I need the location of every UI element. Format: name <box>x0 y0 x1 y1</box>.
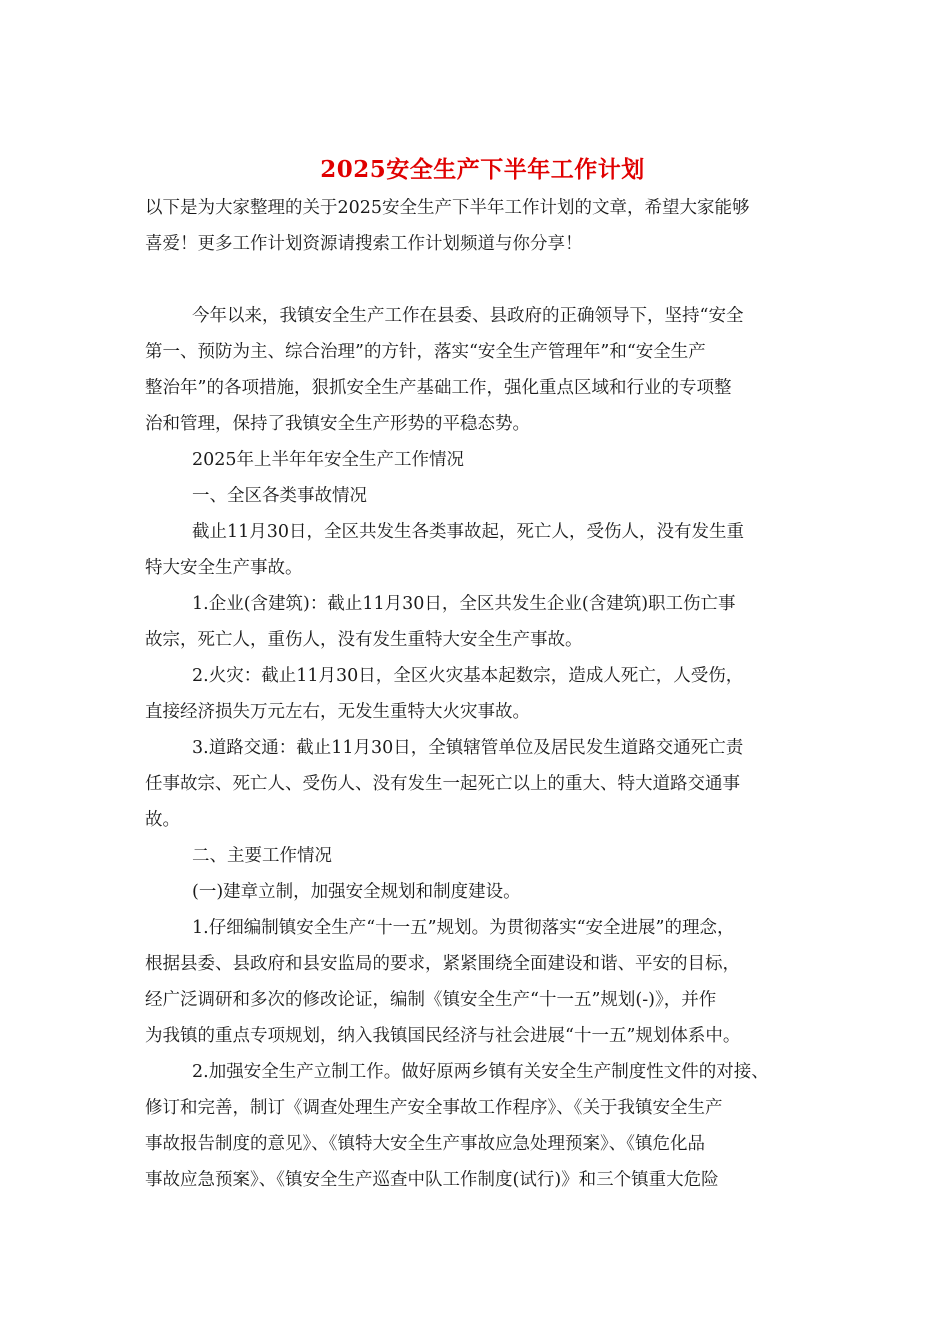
body-text-line: 事故报告制度的意见》、《镇特大安全生产事故应急处理预案》、《镇危化品 <box>145 1134 705 1154</box>
body-text-line: 喜爱！更多工作计划资源请搜索工作计划频道与你分享！ <box>145 234 583 254</box>
body-text-line: 经广泛调研和多次的修改论证，编制《镇安全生产“十一五”规划(-)》，并作 <box>145 990 717 1010</box>
body-text-line: 为我镇的重点专项规划，纳入我镇国民经济与社会进展“十一五”规划体系中。 <box>145 1026 741 1046</box>
body-text-line: 1.仔细编制镇安全生产“十一五”规划。为贯彻落实“安全进展”的理念， <box>192 918 735 938</box>
body-text-line: 根据县委、县政府和县安监局的要求，紧紧围绕全面建设和谐、平安的目标， <box>145 954 740 974</box>
body-text-line: 修订和完善，制订《调查处理生产安全事故工作程序》、《关于我镇安全生产 <box>145 1098 723 1118</box>
body-text-line: 今年以来，我镇安全生产工作在县委、县政府的正确领导下，坚持“安全 <box>192 306 744 326</box>
body-text-line: 截止11月30日，全区共发生各类事故起，死亡人，受伤人，没有发生重 <box>192 522 745 542</box>
body-text-line: 故。 <box>145 810 180 830</box>
document-title: 2025安全生产下半年工作计划 <box>320 156 645 183</box>
body-text-line: 1.企业(含建筑)：截止11月30日，全区共发生企业(含建筑)职工伤亡事 <box>192 594 736 614</box>
body-text-line: 事故应急预案》、《镇安全生产巡查中队工作制度(试行)》和三个镇重大危险 <box>145 1170 719 1190</box>
body-text-line: 特大安全生产事故。 <box>145 558 303 578</box>
body-text-line: 以下是为大家整理的关于2025安全生产下半年工作计划的文章，希望大家能够 <box>145 198 750 218</box>
body-text-line: 2.火灾：截止11月30日，全区火灾基本起数宗，造成人死亡，人受伤， <box>192 666 744 686</box>
body-text-line: 3.道路交通：截止11月30日，全镇辖管单位及居民发生道路交通死亡责 <box>192 738 744 758</box>
body-text-line: 第一、预防为主、综合治理”的方针，落实“安全生产管理年”和“安全生产 <box>145 342 706 362</box>
body-text-line: 治和管理，保持了我镇安全生产形势的平稳态势。 <box>145 414 530 434</box>
document-body <box>145 190 820 1198</box>
body-text-line: 直接经济损失万元左右，无发生重特大火灾事故。 <box>145 702 530 722</box>
body-text-line: 故宗，死亡人，重伤人，没有发生重特大安全生产事故。 <box>145 630 583 650</box>
body-text-line: (一)建章立制，加强安全规划和制度建设。 <box>192 882 521 902</box>
body-text-line: 任事故宗、死亡人、受伤人、没有发生一起死亡以上的重大、特大道路交通事 <box>145 774 740 794</box>
body-text-line: 二、主要工作情况 <box>192 846 332 866</box>
blank-line <box>145 262 820 298</box>
body-text-line: 2.加强安全生产立制工作。做好原两乡镇有关安全生产制度性文件的对接、 <box>192 1062 769 1082</box>
body-text-line: 一、全区各类事故情况 <box>192 486 367 506</box>
document-page <box>145 150 820 1198</box>
body-text-line: 2025年上半年年安全生产工作情况 <box>192 450 465 470</box>
body-text-line: 整治年”的各项措施，狠抓安全生产基础工作，强化重点区域和行业的专项整 <box>145 378 732 398</box>
